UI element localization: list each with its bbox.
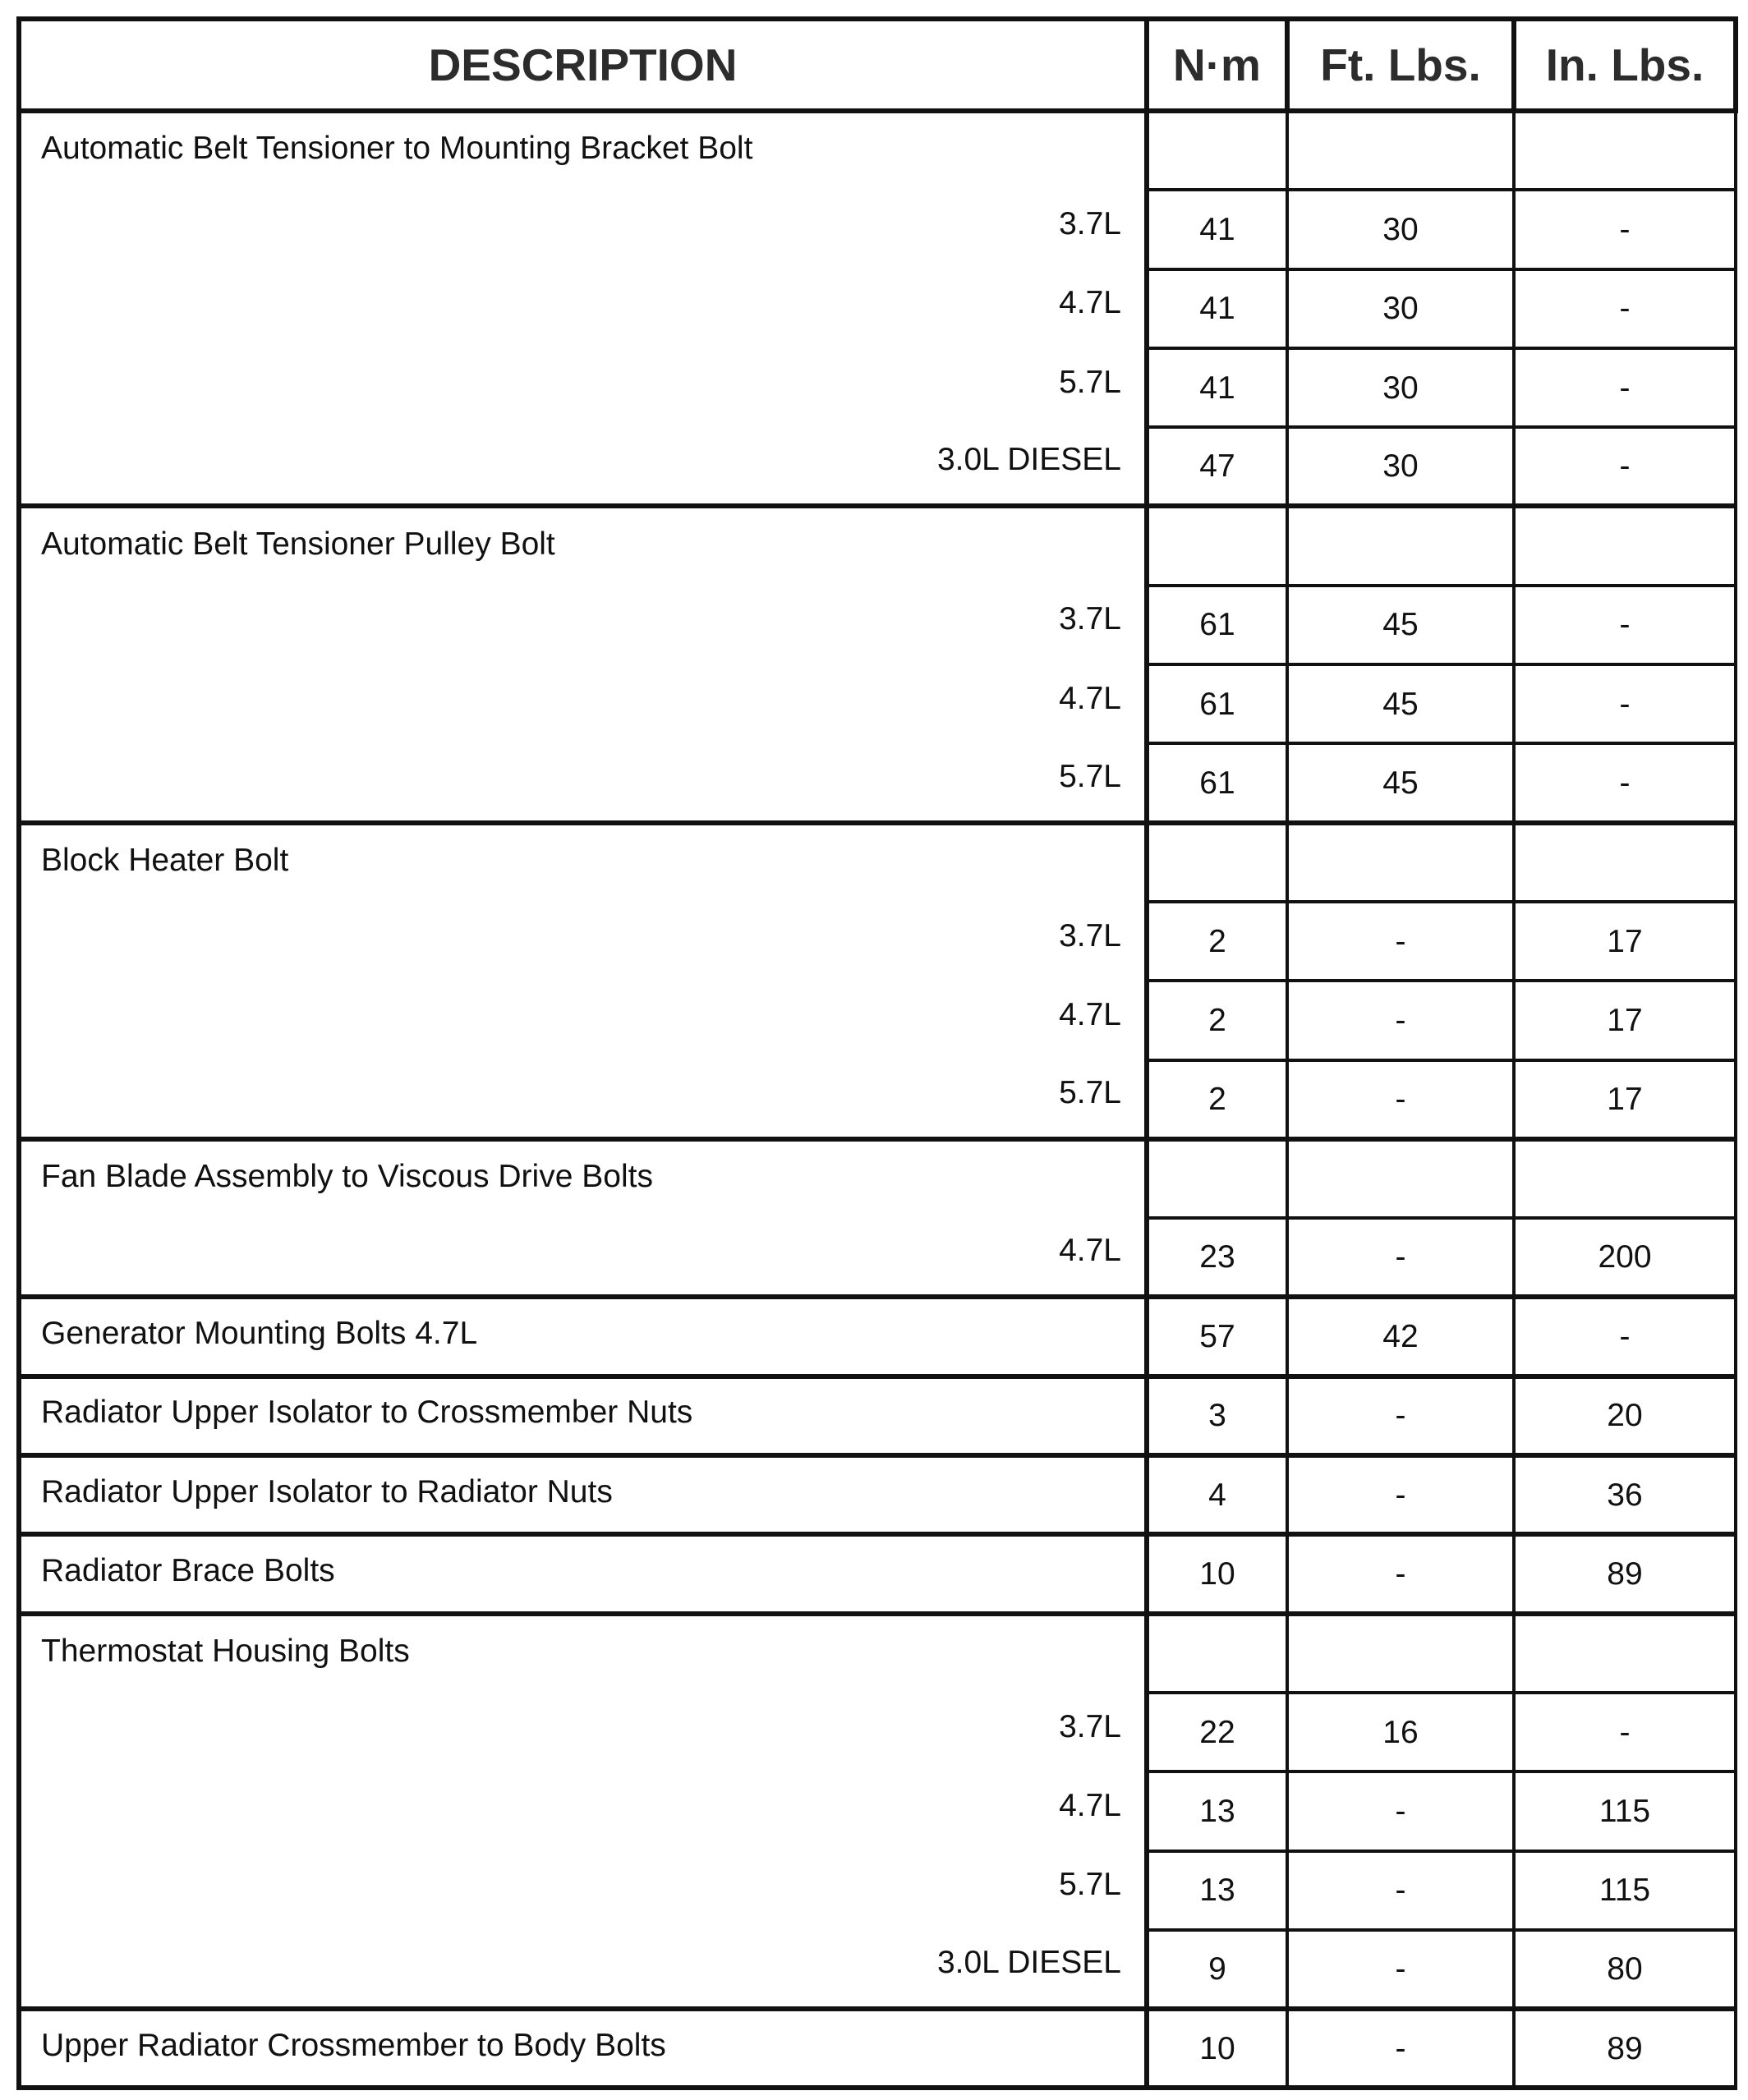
engine-variant: 3.7L: [19, 1693, 1147, 1771]
table-row: [19, 1930, 1736, 2009]
torque-in-lbs: 80: [1514, 1930, 1736, 2009]
table-row: [19, 2009, 1736, 2088]
engine-variant: 3.7L: [19, 586, 1147, 664]
torque-nm: 2: [1147, 902, 1287, 981]
torque-nm: [1147, 506, 1287, 585]
table-row: [19, 1693, 1736, 1771]
torque-nm: 41: [1147, 190, 1287, 269]
torque-nm: 22: [1147, 1693, 1287, 1771]
table-row: [19, 902, 1736, 981]
engine-variant: 3.0L DIESEL: [19, 427, 1147, 506]
table-row: [19, 348, 1736, 427]
component-description: Thermostat Housing Bolts: [19, 1614, 1147, 1693]
engine-variant: 3.7L: [19, 902, 1147, 981]
torque-ft-lbs: 30: [1287, 190, 1514, 269]
torque-ft-lbs: -: [1287, 902, 1514, 981]
torque-nm: 10: [1147, 1534, 1287, 1613]
table-row: [19, 1771, 1736, 1850]
header-nm: N·m: [1147, 19, 1287, 111]
engine-variant: 4.7L: [19, 981, 1147, 1059]
table-row: [19, 111, 1736, 190]
torque-ft-lbs: -: [1287, 1376, 1514, 1455]
table-row: [19, 981, 1736, 1059]
table-row: [19, 743, 1736, 822]
table-row: [19, 586, 1736, 664]
table-row: [19, 427, 1736, 506]
torque-in-lbs: [1514, 1139, 1736, 1218]
torque-in-lbs: [1514, 1614, 1736, 1693]
engine-variant: 4.7L: [19, 1771, 1147, 1850]
table-row: [19, 190, 1736, 269]
table-row: [19, 1455, 1736, 1534]
torque-nm: 41: [1147, 348, 1287, 427]
torque-ft-lbs: -: [1287, 1851, 1514, 1930]
torque-nm: 10: [1147, 2009, 1287, 2088]
torque-in-lbs: -: [1514, 190, 1736, 269]
table-row: [19, 664, 1736, 743]
torque-in-lbs: [1514, 823, 1736, 902]
component-description: Automatic Belt Tensioner Pulley Bolt: [19, 506, 1147, 585]
table-row: [19, 1218, 1736, 1297]
torque-nm: 13: [1147, 1771, 1287, 1850]
torque-in-lbs: 17: [1514, 981, 1736, 1059]
torque-in-lbs: 89: [1514, 2009, 1736, 2088]
torque-in-lbs: 89: [1514, 1534, 1736, 1613]
torque-in-lbs: 17: [1514, 902, 1736, 981]
torque-nm: 61: [1147, 743, 1287, 822]
torque-ft-lbs: -: [1287, 1455, 1514, 1534]
torque-in-lbs: 20: [1514, 1376, 1736, 1455]
torque-ft-lbs: [1287, 1614, 1514, 1693]
header-row: [19, 19, 1736, 111]
torque-in-lbs: 17: [1514, 1060, 1736, 1139]
torque-nm: [1147, 111, 1287, 190]
torque-ft-lbs: [1287, 506, 1514, 585]
engine-variant: 5.7L: [19, 348, 1147, 427]
torque-nm: 47: [1147, 427, 1287, 506]
torque-nm: 61: [1147, 664, 1287, 743]
torque-in-lbs: -: [1514, 427, 1736, 506]
torque-nm: 57: [1147, 1297, 1287, 1376]
torque-nm: 13: [1147, 1851, 1287, 1930]
table-row: [19, 1060, 1736, 1139]
table-row: [19, 1851, 1736, 1930]
torque-nm: 41: [1147, 269, 1287, 348]
torque-ft-lbs: -: [1287, 1930, 1514, 2009]
torque-ft-lbs: [1287, 111, 1514, 190]
engine-variant: 5.7L: [19, 743, 1147, 822]
header-in-lbs: In. Lbs.: [1514, 19, 1736, 111]
torque-nm: 9: [1147, 1930, 1287, 2009]
table-body: [19, 111, 1736, 2088]
table-row: [19, 506, 1736, 585]
torque-nm: 2: [1147, 1060, 1287, 1139]
component-description: Automatic Belt Tensioner to Mounting Bracket Bolt: [19, 111, 1147, 190]
torque-nm: 2: [1147, 981, 1287, 1059]
torque-in-lbs: -: [1514, 664, 1736, 743]
table-row: [19, 823, 1736, 902]
torque-ft-lbs: 16: [1287, 1693, 1514, 1771]
component-description: Radiator Upper Isolator to Crossmember Nuts: [19, 1376, 1147, 1455]
torque-nm: 4: [1147, 1455, 1287, 1534]
torque-specifications-table: [16, 16, 1738, 2090]
table-row: [19, 1614, 1736, 1693]
torque-ft-lbs: -: [1287, 1060, 1514, 1139]
engine-variant: 3.0L DIESEL: [19, 1930, 1147, 2009]
torque-nm: 61: [1147, 586, 1287, 664]
table-row: [19, 1139, 1736, 1218]
torque-ft-lbs: [1287, 1139, 1514, 1218]
torque-ft-lbs: 30: [1287, 269, 1514, 348]
torque-ft-lbs: -: [1287, 2009, 1514, 2088]
torque-ft-lbs: 30: [1287, 427, 1514, 506]
torque-ft-lbs: -: [1287, 1218, 1514, 1297]
torque-in-lbs: 115: [1514, 1851, 1736, 1930]
torque-in-lbs: -: [1514, 348, 1736, 427]
torque-in-lbs: -: [1514, 269, 1736, 348]
component-description: Upper Radiator Crossmember to Body Bolts: [19, 2009, 1147, 2088]
torque-ft-lbs: -: [1287, 981, 1514, 1059]
table-row: [19, 269, 1736, 348]
torque-nm: 23: [1147, 1218, 1287, 1297]
torque-in-lbs: 36: [1514, 1455, 1736, 1534]
engine-variant: 4.7L: [19, 664, 1147, 743]
torque-ft-lbs: 42: [1287, 1297, 1514, 1376]
torque-ft-lbs: 45: [1287, 664, 1514, 743]
torque-ft-lbs: 45: [1287, 586, 1514, 664]
engine-variant: 5.7L: [19, 1060, 1147, 1139]
torque-ft-lbs: 45: [1287, 743, 1514, 822]
header-description: DESCRIPTION: [19, 19, 1147, 111]
component-description: Block Heater Bolt: [19, 823, 1147, 902]
component-description: Generator Mounting Bolts 4.7L: [19, 1297, 1147, 1376]
torque-nm: [1147, 823, 1287, 902]
torque-in-lbs: [1514, 111, 1736, 190]
header-ft-lbs: Ft. Lbs.: [1287, 19, 1514, 111]
engine-variant: 4.7L: [19, 269, 1147, 348]
torque-in-lbs: -: [1514, 1693, 1736, 1771]
engine-variant: 3.7L: [19, 190, 1147, 269]
torque-in-lbs: 115: [1514, 1771, 1736, 1850]
component-description: Radiator Upper Isolator to Radiator Nuts: [19, 1455, 1147, 1534]
torque-nm: [1147, 1614, 1287, 1693]
component-description: Fan Blade Assembly to Viscous Drive Bolts: [19, 1139, 1147, 1218]
torque-in-lbs: 200: [1514, 1218, 1736, 1297]
torque-in-lbs: -: [1514, 743, 1736, 822]
torque-nm: [1147, 1139, 1287, 1218]
torque-ft-lbs: 30: [1287, 348, 1514, 427]
torque-ft-lbs: [1287, 823, 1514, 902]
torque-ft-lbs: -: [1287, 1771, 1514, 1850]
component-description: Radiator Brace Bolts: [19, 1534, 1147, 1613]
engine-variant: 4.7L: [19, 1218, 1147, 1297]
table-row: [19, 1534, 1736, 1613]
torque-in-lbs: -: [1514, 586, 1736, 664]
table-row: [19, 1376, 1736, 1455]
torque-in-lbs: [1514, 506, 1736, 585]
torque-ft-lbs: -: [1287, 1534, 1514, 1613]
torque-in-lbs: -: [1514, 1297, 1736, 1376]
engine-variant: 5.7L: [19, 1851, 1147, 1930]
torque-nm: 3: [1147, 1376, 1287, 1455]
table-row: [19, 1297, 1736, 1376]
